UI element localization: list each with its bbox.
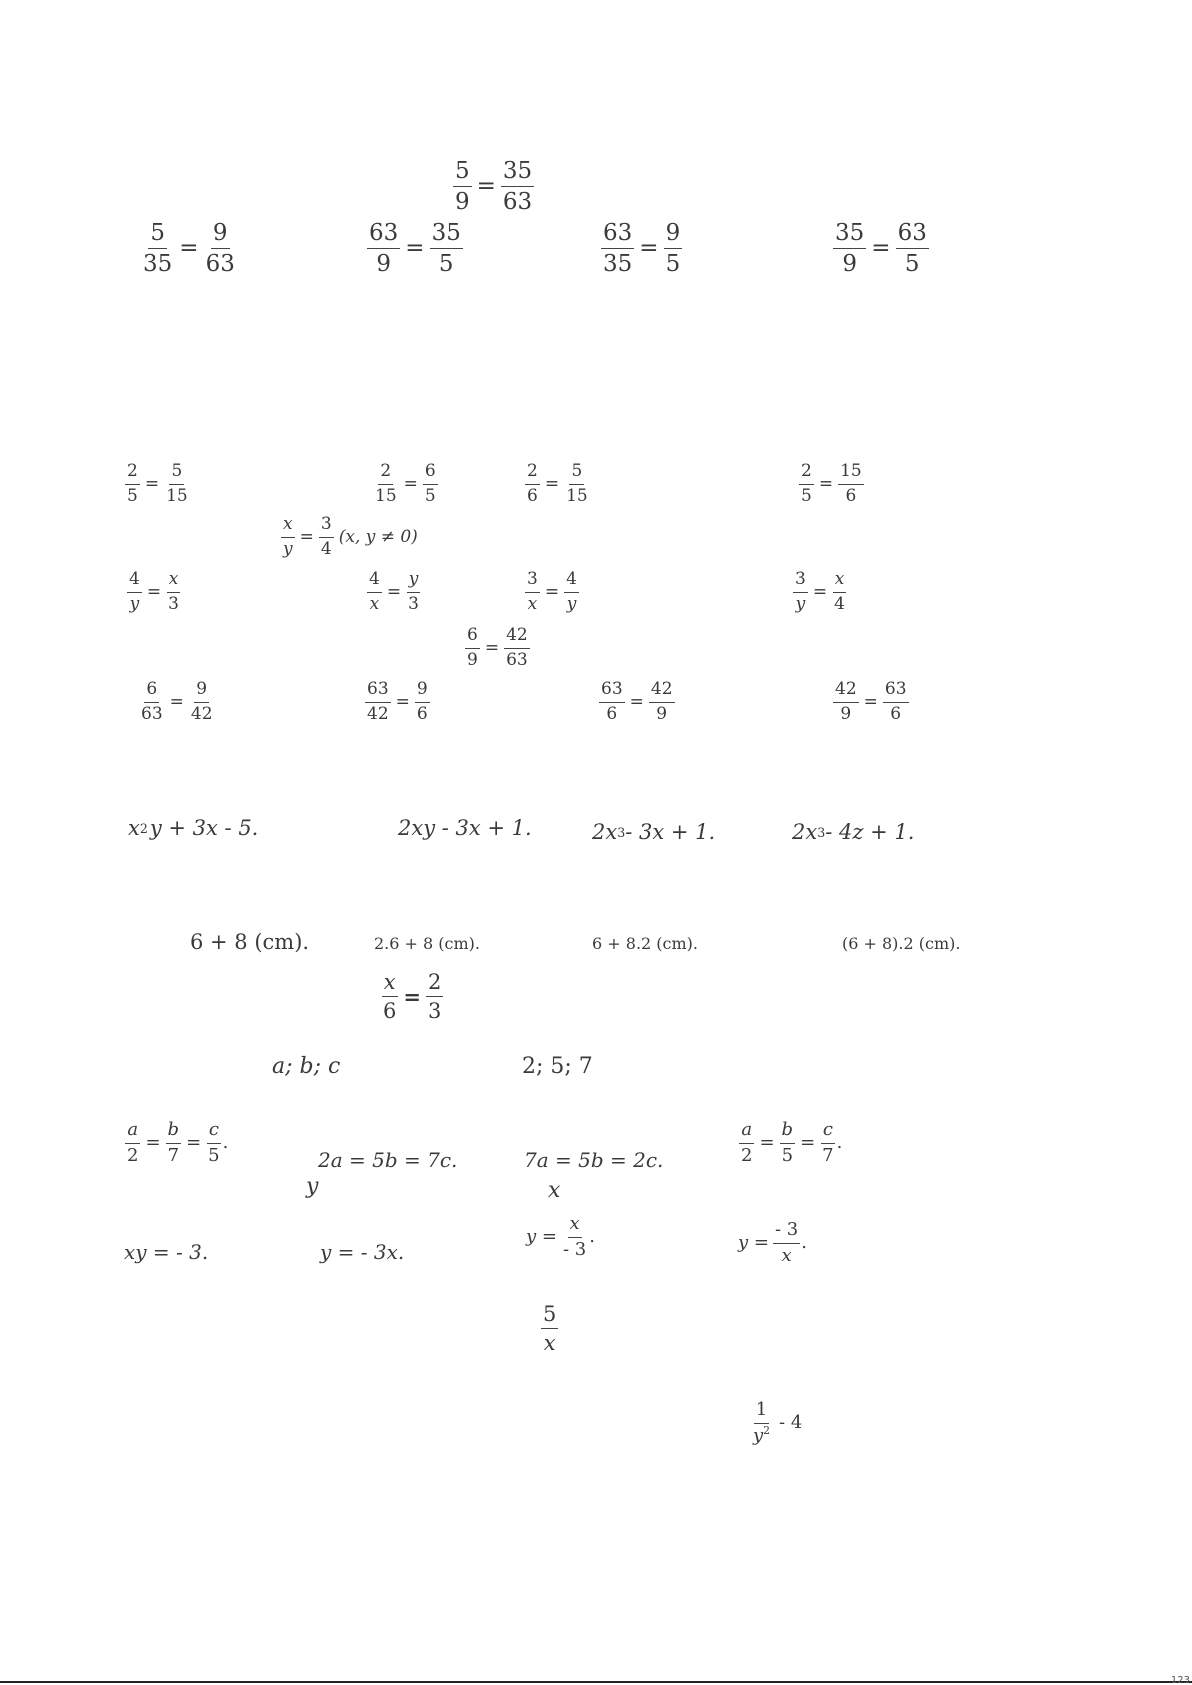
numerator: 9: [415, 680, 430, 703]
fraction: [164, 462, 190, 506]
equals-sign: =: [395, 691, 410, 712]
equals-sign: =: [800, 1132, 816, 1154]
q7-option-b: 2a = 5b = 7c.: [318, 1148, 458, 1172]
q5-option-c: 2x 3 - 3x + 1.: [592, 820, 716, 844]
math-term: 2x: [592, 820, 618, 844]
fraction: [453, 158, 472, 216]
numerator: 9: [194, 680, 209, 703]
denominator: 5: [781, 1144, 794, 1166]
q7-option-c: 7a = 5b = 2c.: [524, 1148, 664, 1172]
denominator: 35: [143, 251, 173, 278]
equals-sign: =: [144, 473, 160, 494]
denominator: 9: [455, 189, 470, 216]
fraction: [773, 1220, 800, 1266]
q3-condition: (x, y ≠ 0): [338, 526, 418, 547]
q1-option-c: [600, 220, 683, 278]
numerator: x: [833, 570, 847, 593]
denominator: 7: [822, 1144, 834, 1166]
numerator: c: [207, 1120, 221, 1144]
math-term: .: [801, 1232, 807, 1254]
q10-expression: [750, 1400, 802, 1446]
numerator: 35: [833, 220, 866, 249]
fraction: [664, 220, 683, 278]
q6-option-c: [592, 936, 698, 952]
denominator: y: [129, 593, 140, 614]
fraction: [820, 1120, 835, 1166]
math-term: 2.6 + 8 (cm).: [374, 934, 480, 953]
exponent: 2: [763, 1423, 771, 1437]
q8-option-c: [526, 1214, 595, 1260]
fraction: [127, 570, 142, 614]
fraction: [739, 1120, 754, 1166]
q1-option-d: [832, 220, 930, 278]
numerator: 5: [148, 220, 167, 249]
numerator: 63: [896, 220, 929, 249]
numerator: x: [568, 1214, 582, 1238]
denominator: x: [543, 1331, 556, 1356]
denominator: - 3: [562, 1238, 587, 1260]
denominator: x: [781, 1244, 792, 1266]
denominator: 5: [424, 485, 436, 506]
denominator: 5: [801, 485, 812, 506]
numerator: x: [382, 970, 398, 997]
math-term: y =: [738, 1232, 769, 1254]
denominator: 42: [367, 703, 389, 724]
numerator: a: [125, 1120, 140, 1144]
math-term: 2xy - 3x + 1.: [398, 816, 532, 840]
denominator: y: [566, 593, 577, 614]
fraction: [365, 680, 391, 724]
numerator: 1: [754, 1400, 769, 1424]
q2-option-c: [524, 462, 591, 506]
fraction: [367, 220, 400, 278]
equals-sign: =: [179, 235, 199, 262]
equals-sign: =: [403, 984, 421, 1010]
denominator: 15: [166, 485, 188, 506]
equals-sign: =: [544, 473, 560, 494]
q3-option-a: [126, 570, 182, 614]
q7-option-a: [124, 1120, 228, 1166]
numerator: 5: [453, 158, 472, 187]
fraction: [525, 570, 540, 614]
math-term: - 4z + 1.: [825, 820, 915, 844]
q1-option-b: [366, 220, 464, 278]
q1-given-proportion: [452, 158, 535, 216]
numerator: 5: [569, 462, 584, 485]
fraction: [649, 680, 675, 724]
q6-option-a: [190, 932, 309, 953]
numerator: y: [407, 570, 421, 593]
equals-sign: =: [386, 581, 402, 602]
math-term: - 3x + 1.: [625, 820, 716, 844]
equals-sign: =: [299, 526, 314, 547]
numerator: 63: [883, 680, 909, 703]
fraction: [367, 570, 382, 614]
fraction: [833, 220, 866, 278]
numerator: 5: [169, 462, 184, 485]
numerator: 15: [838, 462, 864, 485]
fraction: [883, 680, 909, 724]
denominator: 63: [205, 251, 235, 278]
denominator: 9: [656, 703, 668, 724]
variable-label-x: x: [548, 1178, 561, 1203]
math-term: y: [753, 1424, 764, 1446]
fraction: [525, 462, 540, 506]
numerator: a: [739, 1120, 754, 1144]
numerator: 5: [541, 1302, 558, 1329]
fraction: [896, 220, 929, 278]
fraction: [751, 1400, 772, 1446]
fraction: [381, 970, 398, 1023]
q4-option-d: [832, 680, 910, 724]
math-term: .: [222, 1132, 229, 1154]
equals-sign: =: [169, 691, 184, 712]
denominator: 15: [375, 485, 397, 506]
q7-option-d: [738, 1120, 842, 1166]
denominator: 2: [127, 1144, 139, 1166]
q7-variables: a; b; c: [272, 1054, 341, 1079]
fraction: [406, 570, 421, 614]
denominator: 63: [506, 649, 528, 670]
fraction: [793, 570, 808, 614]
fraction: [501, 158, 534, 216]
equals-sign: =: [639, 235, 659, 262]
numerator: 6: [144, 680, 159, 703]
numerator: 63: [367, 220, 400, 249]
equals-sign: =: [403, 473, 418, 494]
numerator: c: [821, 1120, 835, 1144]
denominator: x: [527, 593, 538, 614]
numerator: 9: [211, 220, 230, 249]
math-term: (6 + 8).2 (cm).: [842, 934, 961, 953]
math-term: x: [128, 816, 140, 840]
denominator: 42: [190, 703, 213, 724]
q4-given-proportion: [464, 626, 531, 670]
denominator: 9: [376, 251, 391, 278]
q8-option-d: [738, 1220, 807, 1266]
denominator: 6: [845, 485, 857, 506]
q6-given-equation: [380, 970, 444, 1023]
math-term: - 4: [779, 1412, 803, 1434]
q7-ratio: 2; 5; 7: [522, 1054, 593, 1079]
fraction: [426, 970, 443, 1023]
numerator: 2: [378, 462, 393, 485]
fraction: [139, 680, 165, 724]
denominator: 9: [842, 251, 857, 278]
numerator: 63: [599, 680, 625, 703]
denominator: 3: [168, 593, 179, 614]
numerator: 6: [423, 462, 438, 485]
numerator: b: [166, 1120, 182, 1144]
numerator: 42: [833, 680, 859, 703]
numerator: 4: [367, 570, 382, 593]
denominator: 3: [427, 999, 442, 1024]
fraction: [319, 515, 334, 559]
fraction: [504, 626, 530, 670]
denominator: 5: [127, 485, 138, 506]
q9-fraction: [540, 1302, 559, 1355]
math-term: .: [836, 1132, 843, 1154]
denominator: 9: [467, 649, 478, 670]
numerator: - 3: [773, 1220, 800, 1244]
q6-option-d: [842, 936, 960, 952]
numerator: 3: [525, 570, 540, 593]
page-mark: 123: [1170, 1675, 1190, 1685]
numerator: 2: [125, 462, 140, 485]
fraction: [564, 462, 590, 506]
math-term: 2x: [792, 820, 818, 844]
numerator: 2: [426, 970, 443, 997]
equals-sign: =: [146, 581, 162, 602]
fraction: [430, 220, 463, 278]
fraction: [599, 680, 625, 724]
denominator: 5: [208, 1144, 220, 1166]
q3-option-c: [524, 570, 580, 614]
denominator: [751, 1424, 772, 1447]
fraction: [601, 220, 634, 278]
denominator: 6: [890, 703, 902, 724]
equals-sign: =: [186, 1132, 202, 1154]
math-term: .: [589, 1226, 595, 1248]
q3-given-proportion: [280, 515, 418, 559]
math-term: y + 3x - 5.: [149, 816, 259, 840]
denominator: 5: [904, 251, 920, 278]
denominator: 7: [167, 1144, 180, 1166]
fraction: [166, 1120, 182, 1166]
numerator: 4: [127, 570, 142, 593]
fraction: [780, 1120, 796, 1166]
denominator: x: [369, 593, 380, 614]
q8-option-a: xy = - 3.: [124, 1240, 209, 1264]
numerator: 42: [504, 626, 530, 649]
numerator: 4: [564, 570, 579, 593]
equals-sign: =: [759, 1132, 775, 1154]
equals-sign: =: [544, 581, 560, 602]
numerator: 6: [465, 626, 480, 649]
q2-option-b: [372, 462, 439, 506]
fraction: [561, 1214, 588, 1260]
denominator: y: [283, 538, 293, 559]
numerator: x: [167, 570, 181, 593]
denominator: 6: [416, 703, 428, 724]
denominator: 63: [141, 703, 163, 724]
denominator: y: [795, 593, 806, 614]
q5-option-d: 2x 3 - 4z + 1.: [792, 820, 915, 844]
numerator: 63: [365, 680, 391, 703]
equals-sign: =: [629, 691, 644, 712]
q2-option-d: [798, 462, 865, 506]
denominator: 6: [606, 703, 618, 724]
equals-sign: =: [812, 581, 828, 602]
denominator: 5: [665, 251, 681, 278]
denominator: 5: [438, 251, 454, 278]
fraction: [206, 1120, 221, 1166]
numerator: x: [281, 515, 295, 538]
denominator: 2: [741, 1144, 753, 1166]
equals-sign: =: [405, 235, 425, 262]
denominator: 6: [383, 999, 397, 1024]
equals-sign: =: [145, 1132, 161, 1154]
denominator: 4: [834, 593, 845, 614]
fraction: [204, 220, 237, 278]
math-term: y =: [526, 1226, 557, 1248]
q3-option-b: [366, 570, 422, 614]
math-term: 6 + 8.2 (cm).: [592, 934, 698, 953]
fraction: [832, 570, 847, 614]
fraction: [799, 462, 814, 506]
denominator: 3: [408, 593, 419, 614]
q4-option-b: [364, 680, 431, 724]
equals-sign: =: [476, 173, 496, 200]
q4-option-c: [598, 680, 676, 724]
math-term: 6 + 8 (cm).: [190, 930, 310, 954]
q5-option-b: [398, 818, 532, 839]
numerator: 2: [525, 462, 540, 485]
q8-option-b: y = - 3x.: [320, 1240, 405, 1264]
denominator: 6: [527, 485, 538, 506]
denominator: 35: [603, 251, 633, 278]
numerator: 35: [501, 158, 534, 187]
fraction: [838, 462, 864, 506]
q1-option-a: [140, 220, 238, 278]
fraction: [833, 680, 859, 724]
numerator: b: [780, 1120, 796, 1144]
denominator: 15: [566, 485, 588, 506]
numerator: 42: [649, 680, 675, 703]
fraction: [541, 1302, 558, 1355]
q5-option-a: x 2 y + 3x - 5.: [128, 816, 259, 840]
numerator: 63: [601, 220, 634, 249]
equals-sign: =: [871, 235, 891, 262]
numerator: 2: [799, 462, 814, 485]
denominator: 9: [840, 703, 852, 724]
numerator: 35: [430, 220, 463, 249]
denominator: 4: [320, 538, 332, 559]
fraction: [189, 680, 215, 724]
fraction: [465, 626, 480, 670]
fraction: [564, 570, 579, 614]
q3-option-d: [792, 570, 848, 614]
fraction: [415, 680, 430, 724]
fraction: [141, 220, 174, 278]
fraction: [281, 515, 295, 559]
denominator: 63: [502, 189, 533, 216]
equals-sign: =: [484, 637, 500, 658]
numerator: 3: [319, 515, 334, 538]
equals-sign: =: [863, 691, 878, 712]
fraction: [373, 462, 399, 506]
fraction: [125, 462, 140, 506]
equals-sign: =: [818, 473, 834, 494]
q6-option-b: [374, 936, 480, 952]
variable-label-y: y: [306, 1174, 319, 1199]
fraction: [166, 570, 181, 614]
fraction: [125, 1120, 140, 1166]
numerator: 9: [664, 220, 683, 249]
fraction: [423, 462, 438, 506]
q2-option-a: [124, 462, 191, 506]
q4-option-a: [138, 680, 216, 724]
footer-rule: [0, 1681, 1192, 1683]
numerator: 3: [793, 570, 808, 593]
